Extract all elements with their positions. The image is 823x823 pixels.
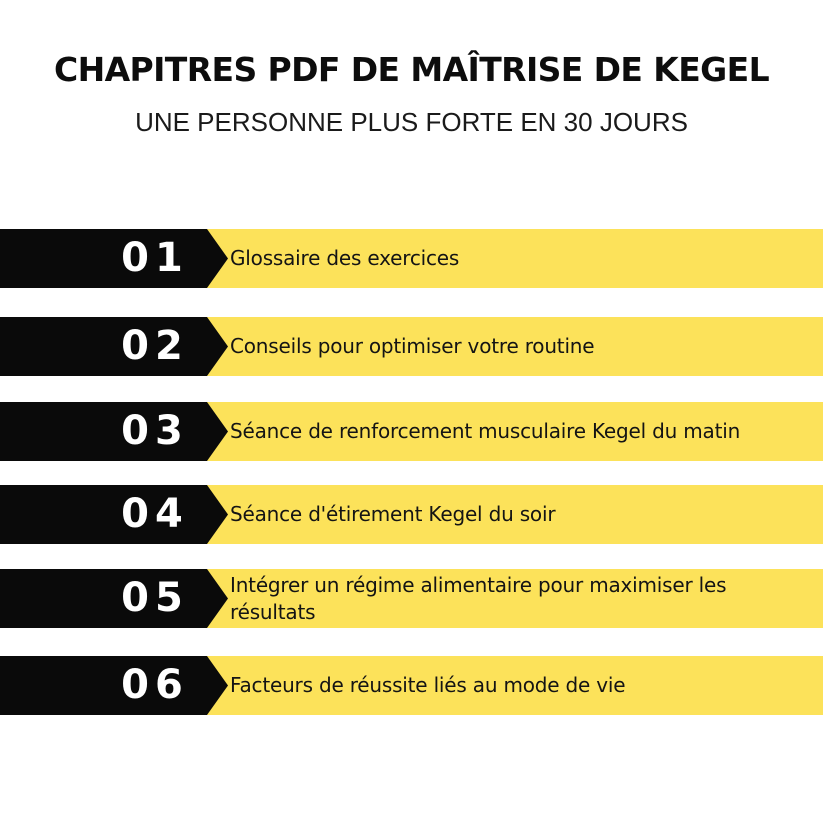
chapter-label: Conseils pour optimiser votre routine [230,334,595,358]
chapter-number: 01 [121,235,189,281]
chapter-number: 06 [121,662,189,708]
chapter-row-06 [0,656,823,715]
page-title: CHAPITRES PDF DE MAÎTRISE DE KEGEL [53,50,770,89]
chapter-row-03 [0,402,823,461]
chapter-row-04 [0,485,823,544]
chapter-number: 05 [121,575,189,621]
chapter-row-05 [0,569,823,628]
chapter-label: Glossaire des exercices [230,246,460,270]
chapter-label: Facteurs de réussite liés au mode de vie [230,673,626,697]
chapter-label: Intégrer un régime alimentaire pour maximiser les résultats [230,572,727,624]
page-subtitle: UNE PERSONNE PLUS FORTE EN 30 JOURS [135,107,688,137]
chapter-row-02 [0,317,823,376]
chapter-number: 03 [121,408,189,454]
chapter-label: Séance d'étirement Kegel du soir [230,502,556,526]
chapter-label: Séance de renforcement musculaire Kegel du matin [230,419,741,443]
chapter-number: 02 [121,323,189,369]
chapter-number: 04 [121,491,189,537]
chapter-row-01 [0,229,823,288]
